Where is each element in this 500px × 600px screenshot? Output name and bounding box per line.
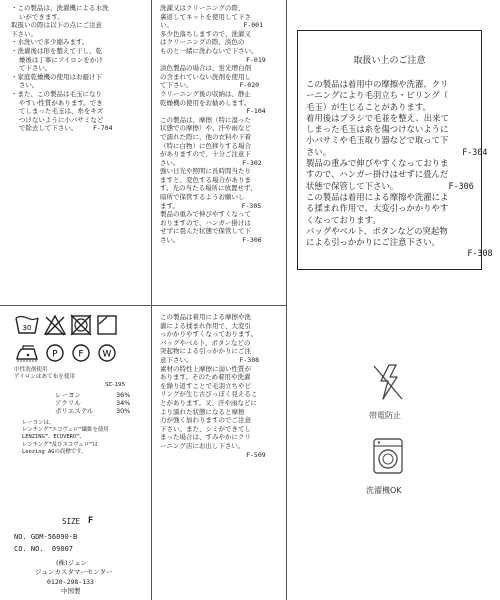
dry-clean-f-letter: F [78,349,84,360]
customer-center: ジュンカスタマーセンター [35,568,113,576]
washing-machine-icon [372,437,404,475]
handling-notice-box [297,30,493,270]
divider-v2 [286,0,287,600]
dry-clean-p-icon [45,343,65,363]
fabric-pct-0: 36% [116,391,131,399]
wash-30-icon [14,314,40,336]
no-tumble-dry-icon [70,314,92,336]
company-name: (株)ジュン [56,559,87,567]
friction-notes-text: この製品は着用による摩擦や洗 濯による揉まれ作用で、大変引 っかかりやすくなっております。 バッグやベルト、ボタンなどの 突起物による引っかかりにご注 意下さい。 F-308 素材の特性上摩擦に弱い性質が あります。そのため着用や洗濯 を繰り返すことで毛羽立ちやピ リングが生じ古びっぽく見えるこ とがあります。又、汗や雨などに より濡れた状態になると摩擦 力が強く加わりますのでご注意 下さい。また、シミができてし まった場合は、すみやかにクリ ーニング店にお出し下さい。 F-509 [160,313,266,459]
washing-notes-text: 洗濯又はクリーニングの際、 裏返してネットを使用して下さ い。 F-001 多少色落ちしますので、洗濯又 はクリーニングの際、淡色の ものと一緒に洗わないで下さい。 F-019 淡色製品の場合は、蛍光増白剤 の含まれていない洗剤を使用し て下さい。 F-020 クリーニング後の収納は、静止 乾燥機の使用をお勧めします。 F-104 この製品は、摩擦（特に湿った 状態での摩擦）や、汗や雨など で濡れた際に、他の衣料や下着 （特に白物）に色移りする場合 がありますので、十分ご注意下 さい。 F-302 強い日光や照明に長時間当たり ますと、変色する場合がありま す。光の当たる場所に放置せず、 暗所で保管するようお願いし ます。 F-305 製品の重みで伸びやすくなって おりますので、ハンガー掛けは せずに畳んだ状態で保管して下 さい。 F-306 [160,4,266,245]
no-bleach-icon [43,314,67,336]
box-body: この製品は着用中の摩擦や洗濯、クリ ーニングにより毛羽立ち・ピリング（ 毛玉）が生じることがあります。 着用後はブラシで毛並を整え、出来て しまった毛玉は糸を傷つけないように 小バサミや毛玉取り器などで取って下 さい。 F-304 製品の重みで伸びやすくなっておりま すので、ハンガー掛けはせずに畳んだ 状態で保管して下さい。 F-306 この製品は着用による摩擦や洗濯によ る揉まれ作用で、大変引っかかりやす くなっております。 バッグやベルト、ボタンなどの突起物 による引っかかりにご注意下さい。 F-308 [306,79,493,259]
color-number: CO. NO. 09007 [14,545,74,553]
fabric-pct-1: 34% [116,399,131,407]
wet-clean-w-icon [97,343,117,363]
model-number: NO. GDM-56090-B [14,533,78,541]
washer-ok-label: 洗濯機OK [366,486,402,495]
antistatic-icon [371,362,405,402]
fabric-pct-2: 30% [116,407,131,415]
care-instructions-text: ・この製品は、洗濯機による水洗 いができます。 取扱いの際は以下の点にご注意 下さい。 ・水洗いで多少縮みます。 ・洗濯後は形を整えて干し、乾 燥後は丁寧にアイロンをかけ て下さい。 ・家庭乾燥機の使用はお避け下 さい。 ・また、この製品は毛玉になり やすい性質があります。でき てしまった毛玉は、糸をキズ つけないように小バサミなど で除去して下さい。 F-704 [11,4,113,133]
fabric-name-0: レーヨン [55,391,81,399]
wet-clean-w-letter: W [102,349,112,360]
trademark-note: レーヨンは、 レンチング™エコヴェロ™繊維を使用 LENZING™、ECOVERO™、 レンチング™及びエコヴェロ™は Lenzing AGの商標です。 [22,420,109,455]
wash-temp: 30 [22,324,32,332]
divider-h-left [0,305,151,306]
care-note: 中性洗剤使用 アイロンはあて布を使用 [14,367,76,380]
iron-low-icon [14,343,40,363]
country-of-origin: 中国製 [61,587,81,595]
divider-v1 [151,0,152,600]
line-dry-icon [96,314,118,336]
size-value: F [88,516,94,526]
dry-clean-p-letter: P [52,349,58,360]
antistatic-label: 帯電防止 [369,411,401,420]
size-label: SIZE [62,517,81,526]
phone-number: 0120-298-133 [47,578,94,586]
box-title: 取扱い上のご注意 [353,56,426,66]
fabric-name-2: ポリエステル [55,407,94,415]
divider-h-mid [151,305,286,306]
fabric-name-1: アクリル [55,399,81,407]
dry-clean-f-icon [71,343,91,363]
care-code: SC-195 [105,382,126,388]
